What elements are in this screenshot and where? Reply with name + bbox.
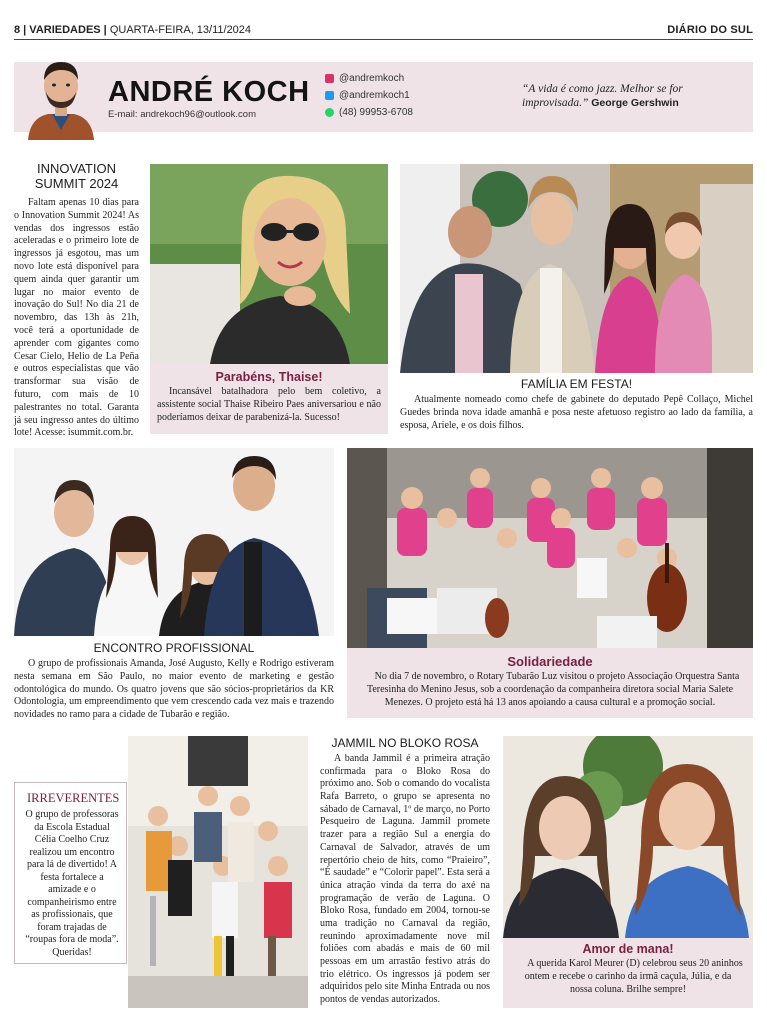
whatsapp-text: (48) 99953-6708: [339, 107, 413, 118]
epigraph-text: “A vida é como jazz. Melhor se for improvisada.”: [522, 83, 683, 110]
irreverentes-box: [14, 782, 127, 964]
innovation-title-line2: SUMMIT 2024: [34, 175, 119, 191]
solidariedade-caption-box: [347, 648, 753, 718]
solidariedade-title: Solidariedade: [507, 654, 593, 669]
familia-body: Atualmente nomeado como chefe de gabinete do deputado Pepê Collaço, Michel Guedes brinda nova idade amanhã e posa neste afetuoso registro ao lado da família, a esposa, Ariele, e os dois filhos.: [400, 394, 753, 431]
irmas-photo: [503, 736, 753, 938]
twitter-icon: [325, 91, 334, 100]
edition-date: QUARTA-FEIRA, 13/11/2024: [109, 24, 252, 36]
instagram-text: @andremkoch: [339, 73, 405, 84]
encontro-body: O grupo de profissionais Amanda, José Augusto, Kelly e Rodrigo estiveram nesta semana em São Paulo, no maior evento de marketing e gestão odontológica do mundo. Os quatro jovens que são sócios-proprietários da KR Odontologia, um empreendimento que vem crescendo cada vez mais e trazendo novidades no ramo para a cidade de Tubarão e região.: [14, 658, 334, 721]
author-email: E-mail: andrekoch96@outlook.com: [108, 109, 256, 120]
mana-body: A querida Karol Meurer (D) celebrou seus 20 aninhos ontem e recebe o carinho da irmã caçula, Júlia, e da nossa coluna. Brilhe sempre!: [524, 958, 743, 995]
irreverentes-photo: [128, 736, 308, 1008]
mana-caption-box: [503, 938, 753, 1008]
innovation-title-line1: INNOVATION: [37, 161, 116, 176]
irreverentes-body: O grupo de professoras da Escola Estadual Célia Coelho Cruz realizou um encontro para lá de divertido! A festa fortalece a amizade e o companheirismo entre as profissionais, que foram trajadas de “roupas fora de moda”. Queridas!: [25, 809, 119, 958]
instagram-handle[interactable]: [325, 73, 404, 84]
jammil-body: A banda Jammil é a primeira atração confirmada para o Bloko Rosa do próximo ano. Sob o comando do vocalista Rafa Barreto, o grupo se apresenta no sábado de Carnaval, 1º de março, no Porto Pesqueiro de Laguna. Jammil promete trazer para a região Sul a energia do Carnaval de Salvador, através de um repertório cheio de hits, como “Praieiro”, “É saudade” e “Colorir papel”. Esta será a única atração vinda da terra do axé na programação de verão de Laguna. O Bloko Rosa, fundado em 2004, tornou-se uma tradição no Carnaval da região, reunindo aproximadamente nove mil foliões com abadás e mais de 60 mil pessoas em um arrastão festivo atrás do trio elétrico. Os ingressos já podem ser adquiridos pelo site Minha Entrada ou nos pontos de vendas autorizados.: [320, 753, 490, 1006]
epigraph-author: George Gershwin: [591, 97, 679, 110]
page-label: [14, 24, 251, 36]
epigraph: [522, 82, 747, 111]
instagram-icon: [325, 74, 334, 83]
page-header: [14, 22, 753, 40]
innovation-title: [14, 162, 139, 192]
family-photo: [400, 164, 753, 373]
whatsapp-number[interactable]: [325, 107, 413, 118]
familia-title: FAMÍLIA EM FESTA!: [520, 377, 633, 391]
irreverentes-title: IRREVERENTES: [27, 791, 120, 805]
encontro-title: ENCONTRO PROFISSIONAL: [93, 641, 255, 655]
twitter-text: @andremkoch1: [339, 90, 410, 101]
encontro-photo: [14, 448, 334, 636]
thaise-photo: [150, 164, 388, 364]
thaise-title: Parabéns, Thaise!: [215, 370, 323, 384]
twitter-handle[interactable]: [325, 90, 410, 101]
newspaper-name: DIÁRIO DO SUL: [667, 24, 753, 36]
mana-title: Amor de mana!: [582, 942, 674, 956]
section-label: 8 | VARIEDADES |: [14, 24, 107, 36]
author-avatar: [22, 50, 100, 140]
thaise-body: Incansável batalhadora pelo bem coletivo, a assistente social Thaise Ribeiro Paes aniversariou e não poderíamos deixar de parabenizá-la. Sucesso!: [157, 386, 381, 423]
author-name: ANDRÉ KOCH: [108, 76, 310, 108]
innovation-body: Faltam apenas 10 dias para o Innovation Summit 2024! As vendas dos ingressos estão aceleradas e o primeiro lote de ingressos já esgotou, mas um novo lote está disponível para quem ainda quer garantir um lugar no maior evento de inovação do Sul! No dia 21 de novembro, das 13h às 21h, você terá a oportunidade de aprender com gigantes como Cesar Cielo, Helio de La Peña e outros especialistas que vão transformar sua visão de futuro, com mais de 10 palestrantes no total. Garanta já seu ingresso antes do último lote! Acesse: isummit.com.br.: [14, 197, 139, 439]
whatsapp-icon: [325, 108, 334, 117]
orquestra-photo: [347, 448, 753, 648]
jammil-title: JAMMIL NO BLOKO ROSA: [331, 736, 479, 750]
solidariedade-body: No dia 7 de novembro, o Rotary Tubarão Luz visitou o projeto Associação Orquestra Santa Teresinha do Menino Jesus, sob a coordenação da companheira diretora social Maria Salete Menezes. O projeto está há 13 anos apoiando a causa cultural e a promoção social.: [366, 671, 740, 708]
thaise-caption-box: [150, 364, 388, 434]
